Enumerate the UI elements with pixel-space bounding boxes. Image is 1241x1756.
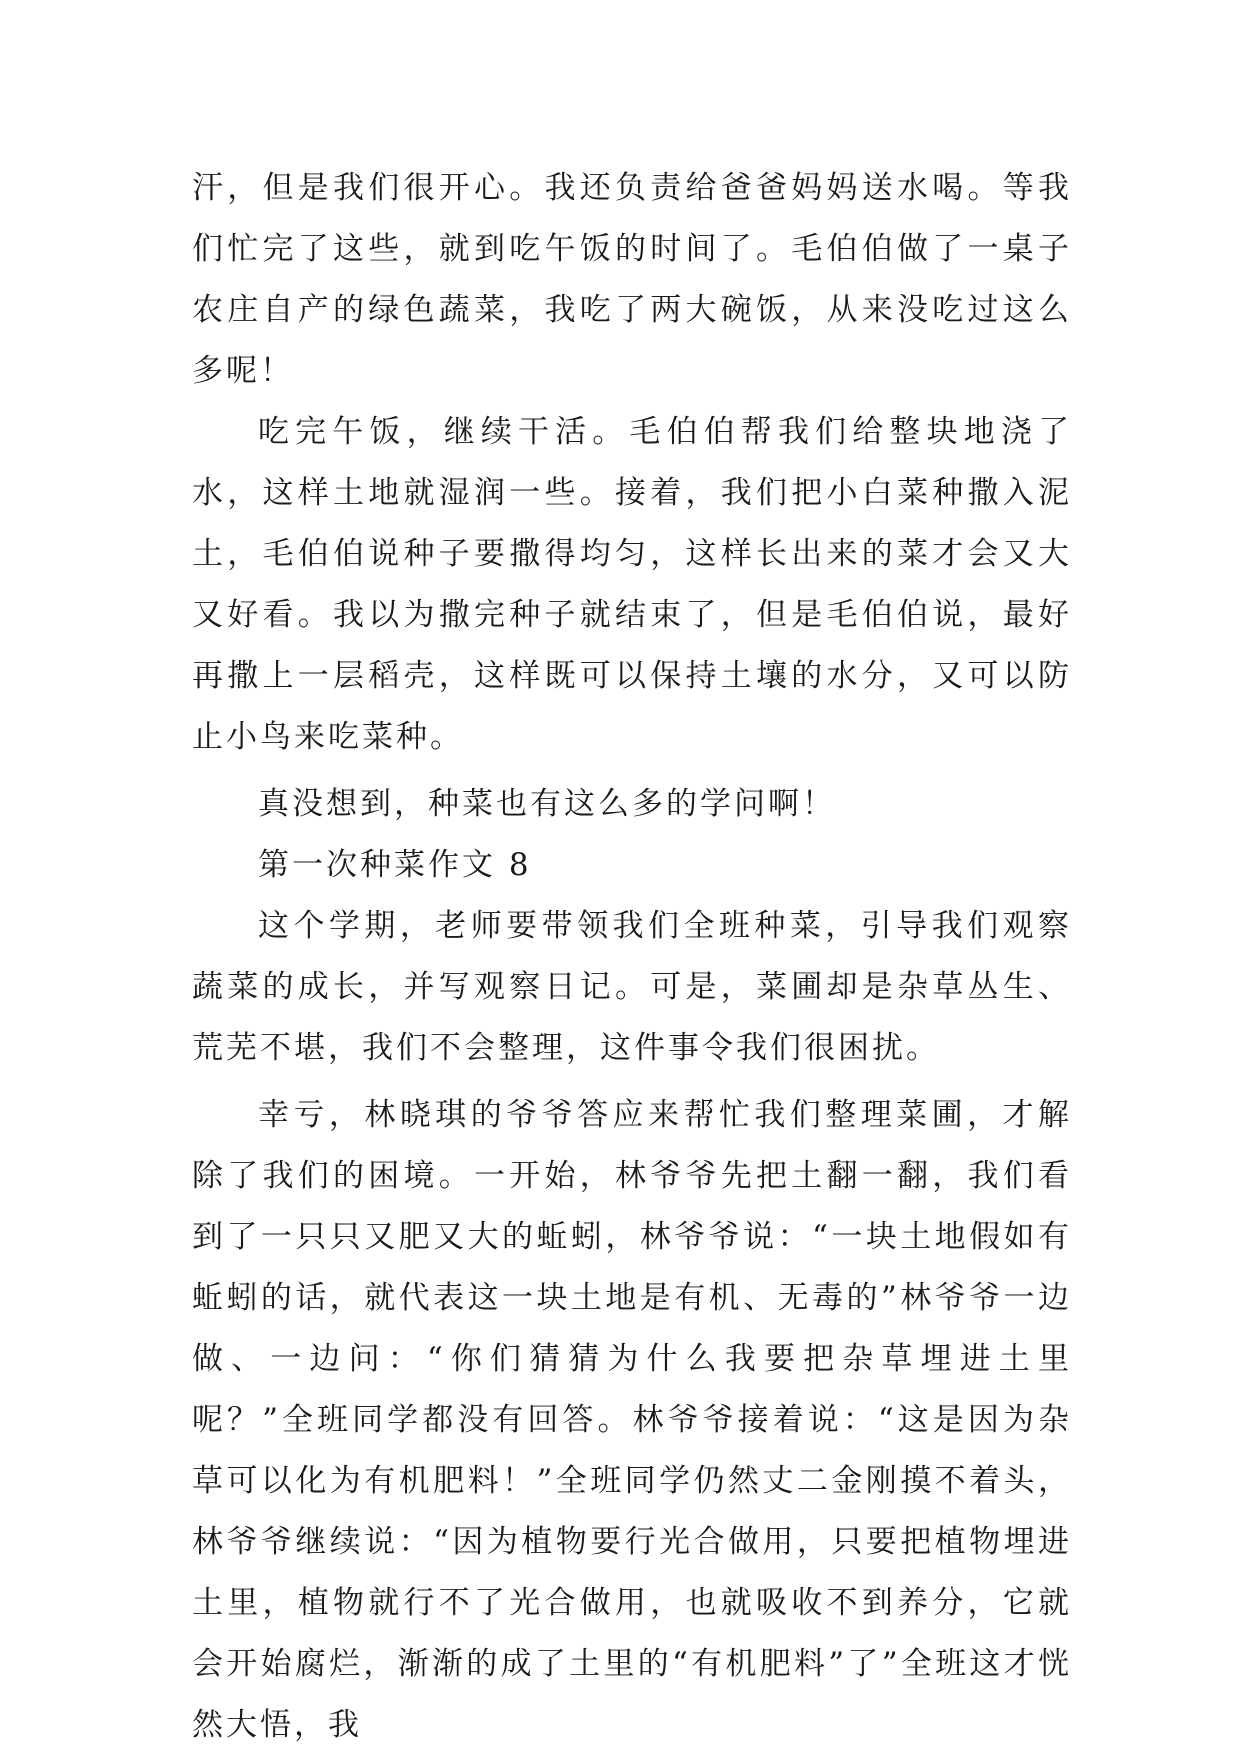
- paragraph-afternoon-work: 吃完午饭，继续干活。毛伯伯帮我们给整块地浇了水，这样土地就湿润一些。接着，我们把小白菜种撒入泥土，毛伯伯说种子要撒得均匀，这样长出来的菜才会又大又好看。我以为撒完种子就结束了，但是毛伯伯说，最好再撒上一层稻壳，这样既可以保持土壤的水分，又可以防止小鸟来吃菜种。: [192, 414, 1072, 755]
- essay-heading: 第一次种菜作文 8: [258, 847, 532, 883]
- document-page: [192, 158, 1072, 1756]
- paragraph-conclusion: 真没想到，种菜也有这么多的学问啊！: [258, 786, 836, 822]
- paragraph-continuation: 汗，但是我们很开心。我还负责给爸爸妈妈送水喝。等我们忙完了这些，就到吃午饭的时间了。毛伯伯做了一桌子农庄自产的绿色蔬菜，我吃了两大碗饭，从来没吃过这么多呢！: [192, 170, 1072, 389]
- paragraph-grandpa-lin: 幸亏，林晓琪的爷爷答应来帮忙我们整理菜圃，才解除了我们的困境。一开始，林爷爷先把土翻一翻，我们看到了一只只又肥又大的蚯蚓，林爷爷说：“一块土地假如有蚯蚓的话，就代表这一块土地是有机、无毒的”林爷爷一边做、一边问：“你们猜猜为什么我要把杂草埋进土里呢？”全班同学都没有回答。林爷爷接着说：“这是因为杂草可以化为有机肥料！”全班同学仍然丈二金刚摸不着头，林爷爷继续说：“因为植物要行光合做用，只要把植物埋进土里，植物就行不了光合做用，也就吸收不到养分，它就会开始腐烂，渐渐的成了土里的“有机肥料”了”全班这才恍然大悟，我: [192, 1097, 1072, 1743]
- paragraph-semester-intro: 这个学期，老师要带领我们全班种菜，引导我们观察蔬菜的成长，并写观察日记。可是，菜圃却是杂草丛生、荒芜不堪，我们不会整理，这件事令我们很困扰。: [192, 908, 1072, 1066]
